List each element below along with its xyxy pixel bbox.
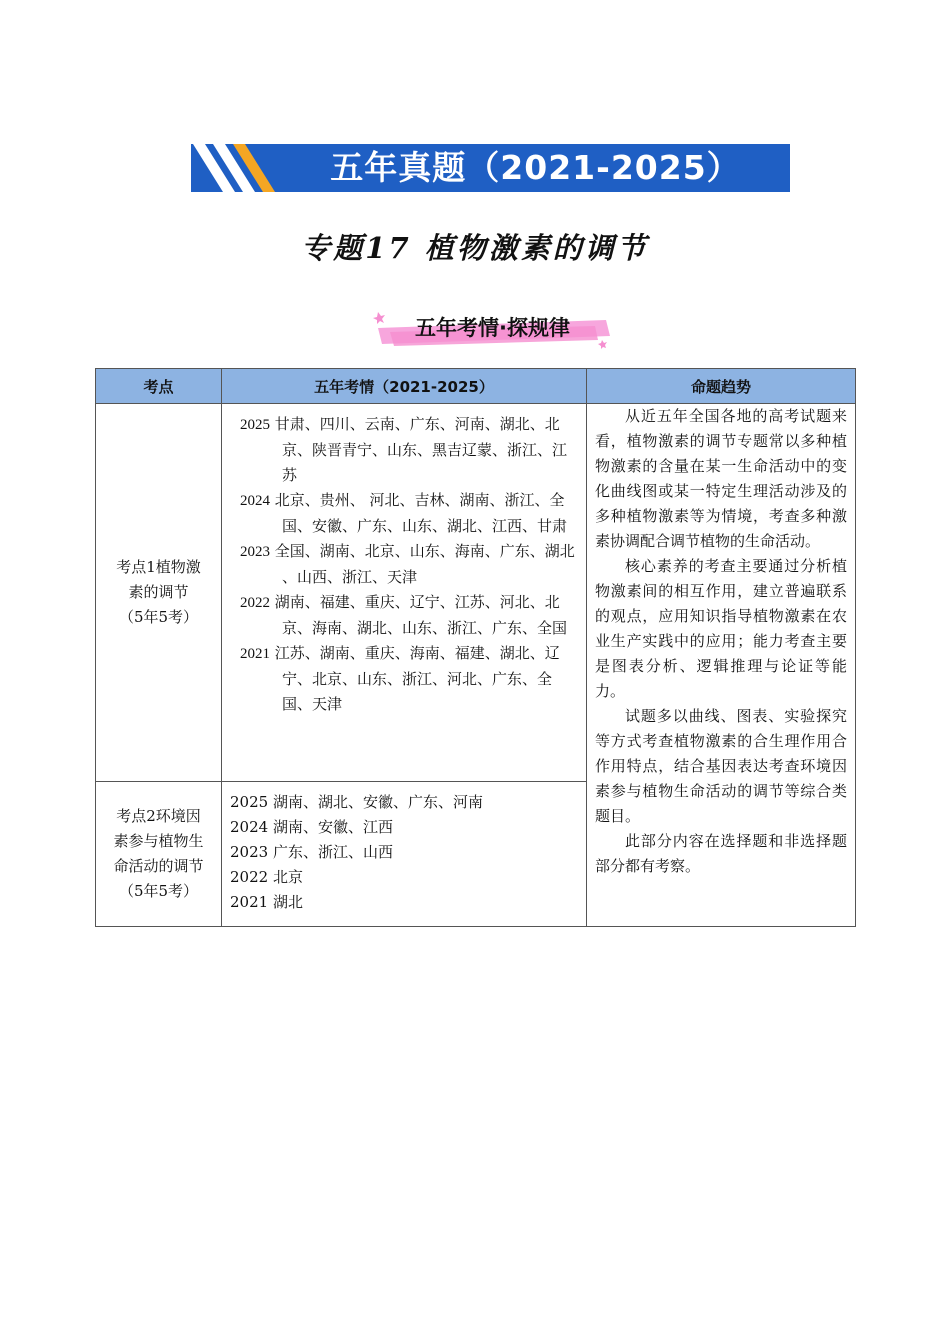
header-point: 考点 bbox=[96, 369, 222, 404]
banner-title: 五年真题（2021-2025） bbox=[330, 148, 741, 187]
section-title: 五年考情·探规律 bbox=[415, 316, 570, 340]
year-entry: 2021 江苏、湖南、重庆、海南、福建、湖北、辽宁、北京、山东、浙江、河北、广东、全国、天津 bbox=[240, 644, 560, 713]
exam-point-2: 考点2环境因 素参与植物生 命活动的调节 （5年5考） bbox=[96, 782, 222, 927]
table-row bbox=[96, 404, 856, 782]
year-entry: 2021 湖北 bbox=[230, 893, 303, 911]
exam-years-2 bbox=[222, 782, 587, 927]
trend-paragraph: 核心素养的考查主要通过分析植物激素间的相互作用，建立普遍联系的观点，应用知识指导植物激素在农业生产实践中的应用；能力考查主要是图表分析、逻辑推理与论证等能力。 bbox=[595, 557, 847, 700]
title-banner bbox=[191, 144, 790, 192]
trend-cell bbox=[587, 404, 856, 927]
year-entry: 2023 全国、湖南、北京、山东、海南、广东、湖北 、山西、浙江、天津 bbox=[240, 542, 575, 586]
exam-table bbox=[95, 368, 856, 927]
header-years: 五年考情（2021-2025） bbox=[222, 369, 587, 404]
table-header-row bbox=[96, 369, 856, 404]
year-entry: 2022 湖南、福建、重庆、辽宁、江苏、河北、北京、海南、湖北、山东、浙江、广东、全国 bbox=[240, 593, 568, 637]
year-entry: 2024 湖南、安徽、江西 bbox=[230, 818, 393, 836]
year-entry: 2025 湖南、湖北、安徽、广东、河南 bbox=[230, 793, 483, 811]
topic-title: 专题17 植物激素的调节 bbox=[301, 231, 649, 265]
year-entry: 2025 甘肃、四川、云南、广东、河南、湖北、北京、陕晋青宁、山东、黑吉辽蒙、浙江、江苏 bbox=[240, 415, 568, 484]
stripe-decoration-icon bbox=[191, 144, 301, 192]
trend-paragraph: 此部分内容在选择题和非选择题部分都有考察。 bbox=[595, 832, 847, 875]
trend-paragraph: 从近五年全国各地的高考试题来看，植物激素的调节专题常以多种植物激素的含量在某一生命活动中的变化曲线图或某一特定生理活动涉及的多种植物激素等为情境，考查多种激素协调配合调节植物的生命活动。 bbox=[595, 407, 847, 550]
exam-years-1 bbox=[222, 404, 587, 782]
section-banner bbox=[370, 306, 615, 352]
trend-paragraph: 试题多以曲线、图表、实验探究等方式考查植物激素的合生理作用合作用特点，结合基因表达考查环境因素参与植物生命活动的调节等综合类题目。 bbox=[595, 707, 847, 825]
header-trend: 命题趋势 bbox=[587, 369, 856, 404]
year-entry: 2023 广东、浙江、山西 bbox=[230, 843, 393, 861]
year-entry: 2024 北京、贵州、 河北、吉林、湖南、浙江、全国、安徽、广东、山东、湖北、江西、甘肃 bbox=[240, 491, 568, 535]
exam-point-1: 考点1植物激 素的调节 （5年5考） bbox=[96, 404, 222, 782]
year-entry: 2022 北京 bbox=[230, 868, 303, 886]
